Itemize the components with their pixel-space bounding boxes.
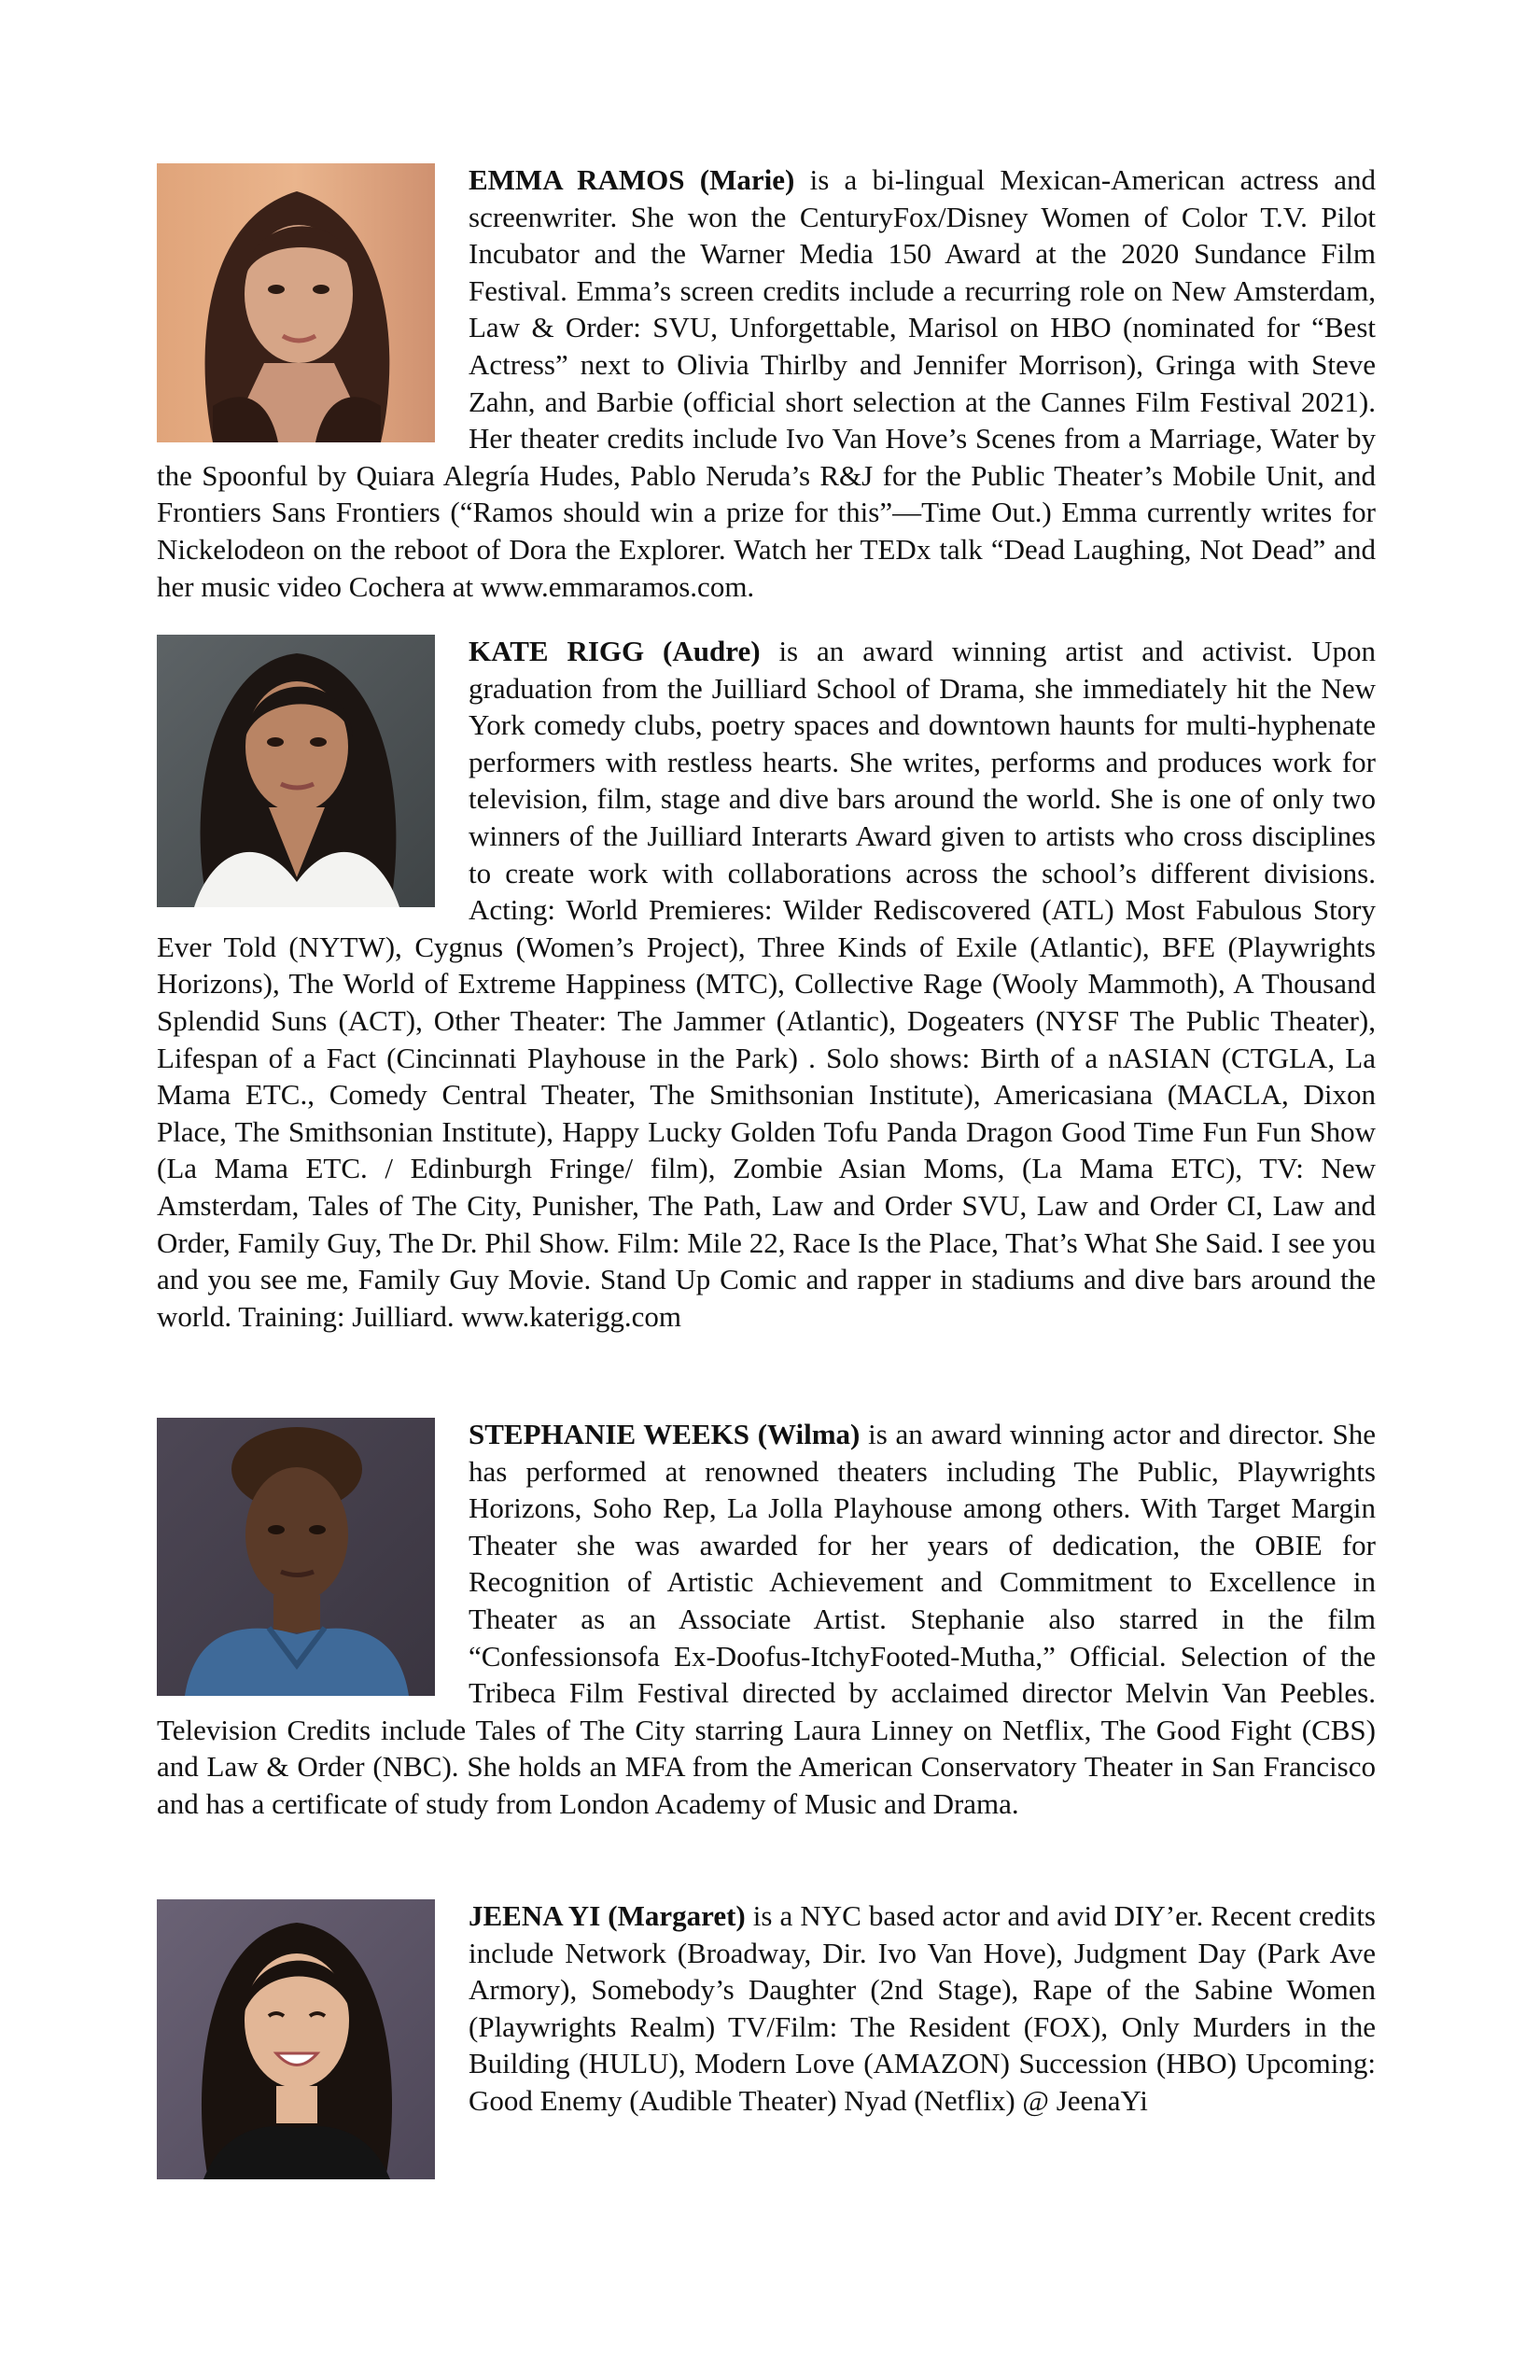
- bio-text: is a bi-lingual Mexican-American actress and screenwriter. She won the CenturyFox/Disney Women of Color T.V. Pilot Incubator and the Warner Media 150 Award at the 2020 Sundance Film Festival. Emma’s screen credits include a recurring role on New Amsterdam, Law & Order: SVU, Unforgettable, Marisol on HBO (nominated for “Best Actress” next to Olivia Thirlby and Jennifer Morrison), Gringa with Steve Zahn, and Barbie (official short selection at the Cannes Film Festival 2021). Her theater credits include Ivo Van Hove’s Scenes from a Marriage, Water by the Spoonful by Quiara Alegría Hudes, Pablo Neruda’s R&J for the Public Theater’s Mobile Unit, and Frontiers Sans Frontiers (“Ramos should win a prize for this”—Time Out.) Emma currently writes for Nickelodeon on the reboot of Dora the Explorer. Watch her TEDx talk “Dead Laughing, Not Dead” and her music video Cochera at www.emmaramos.com.: [157, 163, 1377, 603]
- bio-text: is an award winning actor and director. She has performed at renowned theaters including The Public, Playwrights Horizons, Soho Rep, La Jolla Playhouse among others. With Target Margin Theater she was awarded for her years of dedication, the OBIE for Recognition of Artistic Achievement and Commitment to Excellence in Theater as an Associate Artist. Stephanie also starred in the film “Confessionsofa Ex-Doofus-ItchyFooted-Mutha,” Official. Selection of the Tribeca Film Festival directed by acclaimed director Melvin Van Peebles. Television Credits include Tales of The City starring Laura Linney on Netflix, The Good Fight (CBS) and Law & Order (NBC). She holds an MFA from the American Conservatory Theater in San Francisco and has a certificate of study from London Academy of Music and Drama.: [157, 1418, 1376, 1820]
- headshot-photo: [157, 163, 435, 442]
- headshot-photo: [157, 635, 435, 907]
- actor-name: EMMA RAMOS (Marie): [469, 163, 795, 196]
- headshot-photo: [157, 1899, 435, 2179]
- headshot-photo: [157, 1418, 435, 1696]
- bio-kate-rigg: [157, 633, 1376, 1335]
- bio-stephanie-weeks: [157, 1416, 1376, 1823]
- actor-name: STEPHANIE WEEKS (Wilma): [469, 1418, 861, 1450]
- actor-name: KATE RIGG (Audre): [469, 635, 761, 667]
- actor-name: JEENA YI (Margaret): [469, 1899, 746, 1932]
- bio-text: is a NYC based actor and avid DIY’er. Recent credits include Network (Broadway, Dir. Ivo Van Hove), Judgment Day (Park Ave Armory), Somebody’s Daughter (2nd Stage), Rape of the Sabine Women (Playwrights Realm) TV/Film: The Resident (FOX), Only Murders in the Building (HULU), Modern Love (AMAZON) Succession (HBO) Upcoming: Good Enemy (Audible Theater) Nyad (Netflix) @ JeenaYi: [469, 1899, 1376, 2117]
- bio-text: is an award winning artist and activist. Upon graduation from the Juilliard School of Drama, she immediately hit the New York comedy clubs, poetry spaces and downtown haunts for multi-hyphenate performers with restless hearts. She writes, performs and produces work for television, film, stage and dive bars around the world. She is one of only two winners of the Juilliard Interarts Award given to artists who cross disciplines to create work with collaborations across the school’s different divisions. Acting: World Premieres: Wilder Rediscovered (ATL) Most Fabulous Story Ever Told (NYTW), Cygnus (Women’s Project), Three Kinds of Exile (Atlantic), BFE (Playwrights Horizons), The World of Extreme Happiness (MTC), Collective Rage (Wooly Mammoth), A Thousand Splendid Suns (ACT), Other Theater: The Jammer (Atlantic), Dogeaters (NYSF The Public Theater), Lifespan of a Fact (Cincinnati Playhouse in the Park) . Solo shows: Birth of a nASIAN (CTGLA, La Mama ETC., Comedy Central Theater, The Smithsonian Institute), Americasiana (MACLA, Dixon Place, The Smithsonian Institute), Happy Lucky Golden Tofu Panda Dragon Good Time Fun Fun Show (La Mama ETC. / Edinburgh Fringe/ film), Zombie Asian Moms, (La Mama ETC), TV: New Amsterdam, Tales of The City, Punisher, The Path, Law and Order SVU, Law and Order CI, Law and Order, Family Guy, The Dr. Phil Show. Film: Mile 22, Race Is the Place, That’s What She Said. I see you and you see me, Family Guy Movie. Stand Up Comic and rapper in stadiums and dive bars around the world. Training: Juilliard. www.katerigg.com: [157, 635, 1376, 1333]
- bio-jeena-yi: [157, 1897, 1376, 2179]
- bio-emma-ramos: [157, 161, 1376, 605]
